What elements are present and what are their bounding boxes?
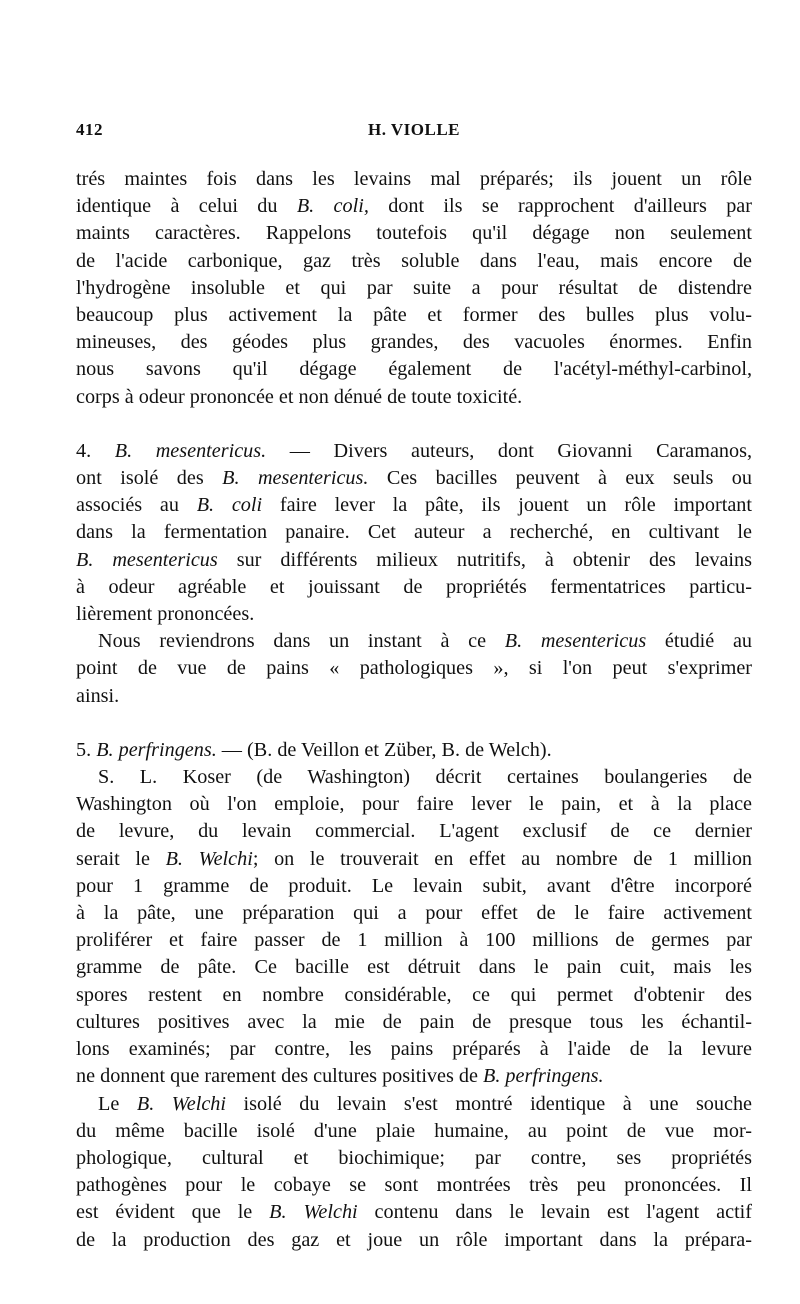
text-line: corps à odeur prononcée et non dénué de toute toxicité.	[76, 385, 523, 408]
page-number: 412	[76, 120, 103, 139]
section-title: B. perfringens.	[96, 738, 217, 761]
paragraph-4	[76, 737, 752, 1091]
text-line: maints caractères. Rappelons toutefois qu'il dégage non seulement	[76, 222, 752, 245]
section-number: 5.	[76, 738, 97, 761]
text-span: ; on le trouverait en effet au nombre de 1 million	[252, 847, 753, 870]
text-line	[76, 846, 752, 873]
italic-species: B. Welchi	[269, 1201, 358, 1224]
text-line: Washington où l'on emploie, pour faire lever le pain, et à la place	[76, 793, 752, 816]
text-span: Le	[98, 1092, 137, 1115]
text-line: lièrement prononcées.	[76, 603, 255, 626]
text-line	[76, 465, 752, 492]
text-line: lons examinés; par contre, les pains préparés à l'aide de la levure	[76, 1038, 752, 1061]
text-span: contenu dans le levain est l'agent actif	[357, 1201, 753, 1224]
text-line: pour 1 gramme de produit. Le levain subit, avant d'être incorporé	[76, 874, 752, 897]
paragraph-gap	[76, 710, 752, 737]
text-line: point de vue de pains « pathologiques », si l'on peut s'exprimer	[76, 657, 752, 680]
text-span: serait le	[76, 847, 166, 870]
text-span: — (B. de Veillon et Züber, B. de Welch).	[216, 738, 552, 761]
text-line	[76, 438, 752, 465]
text-line	[76, 547, 752, 574]
italic-species: B. mesentericus	[76, 548, 218, 571]
text-line: S. L. Koser (de Washington) décrit certaines boulangeries de	[98, 766, 752, 789]
text-line: mineuses, des géodes plus grandes, des vacuoles énormes. Enfin	[76, 331, 752, 354]
text-span: identique à celui du	[76, 195, 297, 218]
paragraph-2	[76, 438, 752, 628]
text-span: dont ils se rapprochent d'ailleurs par	[368, 195, 752, 218]
text-span: sur différents milieux nutritifs, à obtenir des levains	[217, 548, 752, 571]
italic-species: B. mesentericus	[504, 630, 647, 653]
text-span: étudié au	[646, 630, 752, 653]
text-line: de l'acide carbonique, gaz très soluble dans l'eau, mais encore de	[76, 249, 752, 272]
text-line: beaucoup plus activement la pâte et former des bulles plus volu-	[76, 304, 752, 327]
text-line: l'hydrogène insoluble et qui par suite a pour résultat de distendre	[76, 276, 752, 299]
running-header	[76, 120, 752, 144]
italic-species: B. coli,	[296, 195, 369, 218]
text-line: dans la fermentation panaire. Cet auteur a recherché, en cultivant le	[76, 521, 752, 544]
italic-species: B. coli	[196, 494, 263, 517]
text-span: faire lever la pâte, ils jouent un rôle important	[262, 494, 752, 517]
text-line: ainsi.	[76, 684, 120, 707]
body-text	[76, 166, 752, 1254]
text-line	[76, 628, 752, 655]
text-line: de levure, du levain commercial. L'agent exclusif de ce dernier	[76, 820, 752, 843]
italic-species: B. perfringens.	[483, 1065, 604, 1088]
text-line: du même bacille isolé d'une plaie humaine, au point de vue mor-	[76, 1119, 752, 1142]
text-span: associés au	[76, 494, 197, 517]
paragraph-gap	[76, 411, 752, 438]
paragraph-1	[76, 166, 752, 411]
section-number: 4.	[76, 439, 115, 462]
text-line	[76, 1063, 752, 1090]
italic-species: B. Welchi	[136, 1092, 226, 1115]
text-line: spores restent en nombre considérable, ce qui permet d'obtenir des	[76, 983, 752, 1006]
text-span: ont isolé des	[76, 467, 223, 490]
text-span: est évident que le	[76, 1201, 270, 1224]
text-line	[76, 737, 752, 764]
text-line	[76, 193, 752, 220]
text-line: pathogènes pour le cobaye se sont montrées très peu prononcées. Il	[76, 1174, 752, 1197]
text-line: trés maintes fois dans les levains mal préparés; ils jouent un rôle	[76, 168, 752, 190]
text-line: gramme de pâte. Ce bacille est détruit dans le pain cuit, mais les	[76, 956, 752, 979]
section-title: B. mesentericus.	[114, 439, 267, 462]
text-span: ne donnent que rarement des cultures positives de	[76, 1065, 483, 1088]
text-line: à odeur agréable et jouissant de propriétés fermentatrices particu-	[76, 575, 752, 598]
text-line	[76, 1091, 752, 1118]
text-line: phologique, cultural et biochimique; par contre, ses propriétés	[76, 1146, 752, 1169]
paragraph-3	[76, 628, 752, 710]
text-span: Ces bacilles peuvent à eux seuls ou	[368, 467, 752, 490]
text-line: à la pâte, une préparation qui a pour effet de le faire activement	[76, 902, 752, 925]
paragraph-5	[76, 1091, 752, 1254]
text-span: — Divers auteurs, dont Giovanni Caramanos,	[266, 439, 753, 462]
text-line: proliférer et faire passer de 1 million à 100 millions de germes par	[76, 929, 752, 952]
italic-species: B. mesentericus.	[222, 467, 369, 490]
document-page	[76, 0, 752, 1304]
text-line: cultures positives avec la mie de pain de presque tous les échantil-	[76, 1010, 752, 1033]
text-span: Nous reviendrons dans un instant à ce	[98, 630, 505, 653]
text-line	[76, 1199, 752, 1226]
text-line	[76, 492, 752, 519]
text-span: isolé du levain s'est montré identique à une souche	[226, 1092, 753, 1115]
text-line: nous savons qu'il dégage également de l'acétyl-méthyl-carbinol,	[76, 358, 752, 381]
text-line: de la production des gaz et joue un rôle important dans la prépara-	[76, 1228, 752, 1251]
italic-species: B. Welchi	[165, 847, 253, 870]
running-title: H. VIOLLE	[367, 120, 461, 139]
